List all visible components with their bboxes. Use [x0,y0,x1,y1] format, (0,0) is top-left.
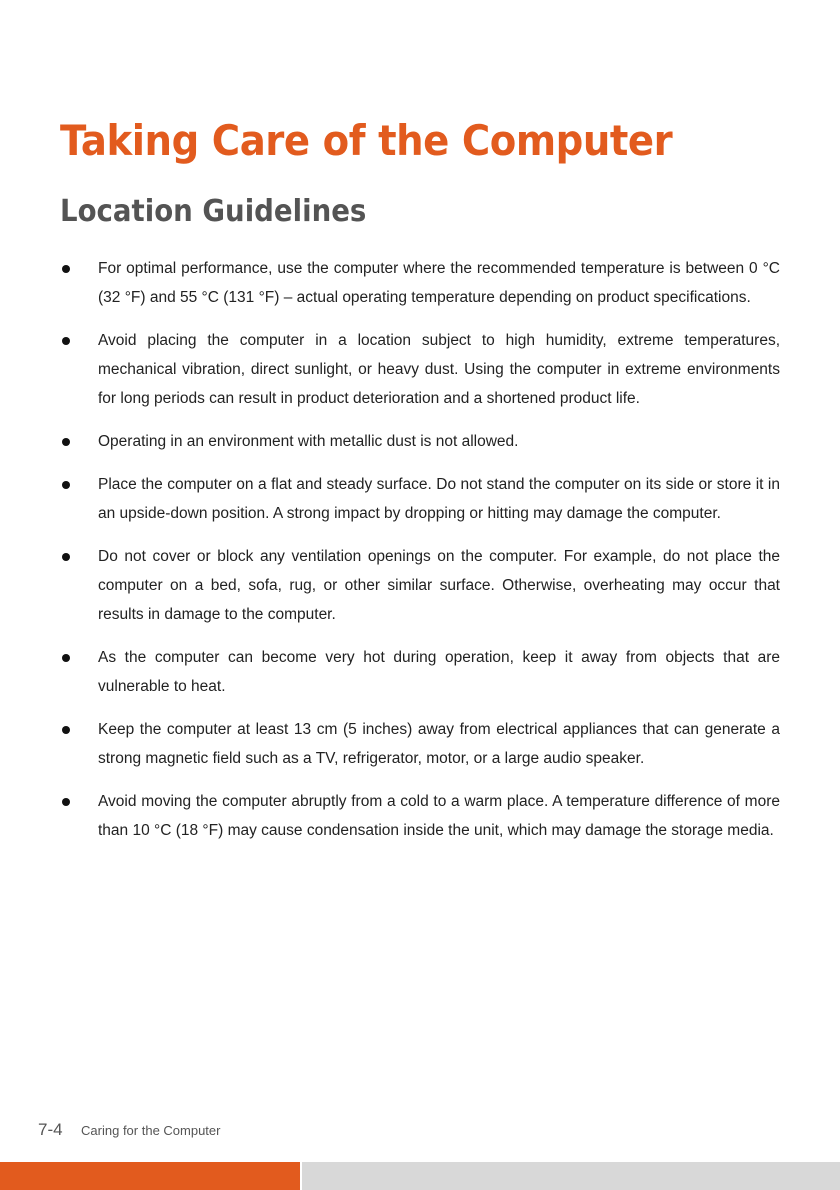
list-item-text: Avoid placing the computer in a location subject to high humidity, extreme temperatures, mechanical vibration, direct sunlight, or heavy dust. Using the computer in extreme environments for long periods can result in product deterioration and a shortened product life. [98,332,780,407]
bullet-icon [62,553,70,561]
list-item-text: As the computer can become very hot during operation, keep it away from objects that are vulnerable to heat. [98,649,780,695]
page-footer [38,1120,220,1140]
section-title: Location Guidelines [60,194,367,229]
list-item-text: Avoid moving the computer abruptly from a cold to a warm place. A temperature difference of more than 10 °C (18 °F) may cause condensation inside the unit, which may damage the storage media. [98,793,780,839]
page-number: 7-4 [38,1120,63,1139]
bullet-icon [62,798,70,806]
list-item-text: Do not cover or block any ventilation openings on the computer. For example, do not place the computer on a bed, sofa, rug, or other similar surface. Otherwise, overheating may occur that results in damage to the computer. [98,548,780,623]
bullet-icon [62,337,70,345]
page-title: Taking Care of the Computer [60,116,673,165]
list-item [60,715,780,773]
bullet-icon [62,481,70,489]
footer-chapter-title: Caring for the Computer [81,1123,221,1138]
list-item-text: For optimal performance, use the computer where the recommended temperature is between 0 °C (32 °F) and 55 °C (131 °F) – actual operating temperature depending on product specifications. [98,260,780,306]
bullet-icon [62,654,70,662]
list-item [60,542,780,629]
list-item [60,254,780,312]
list-item [60,326,780,413]
bullet-icon [62,438,70,446]
list-item [60,787,780,845]
list-item-text: Place the computer on a flat and steady surface. Do not stand the computer on its side or store it in an upside-down position. A strong impact by dropping or hitting may damage the computer. [98,476,780,522]
bullet-icon [62,265,70,273]
footer-gray-bar [302,1162,840,1190]
bullet-list [60,254,780,859]
list-item-text: Operating in an environment with metallic dust is not allowed. [98,433,519,450]
list-item [60,643,780,701]
list-item-text: Keep the computer at least 13 cm (5 inches) away from electrical appliances that can generate a strong magnetic field such as a TV, refrigerator, motor, or a large audio speaker. [98,721,780,767]
footer-accent-bar [0,1162,300,1190]
list-item [60,427,780,456]
bullet-icon [62,726,70,734]
list-item [60,470,780,528]
